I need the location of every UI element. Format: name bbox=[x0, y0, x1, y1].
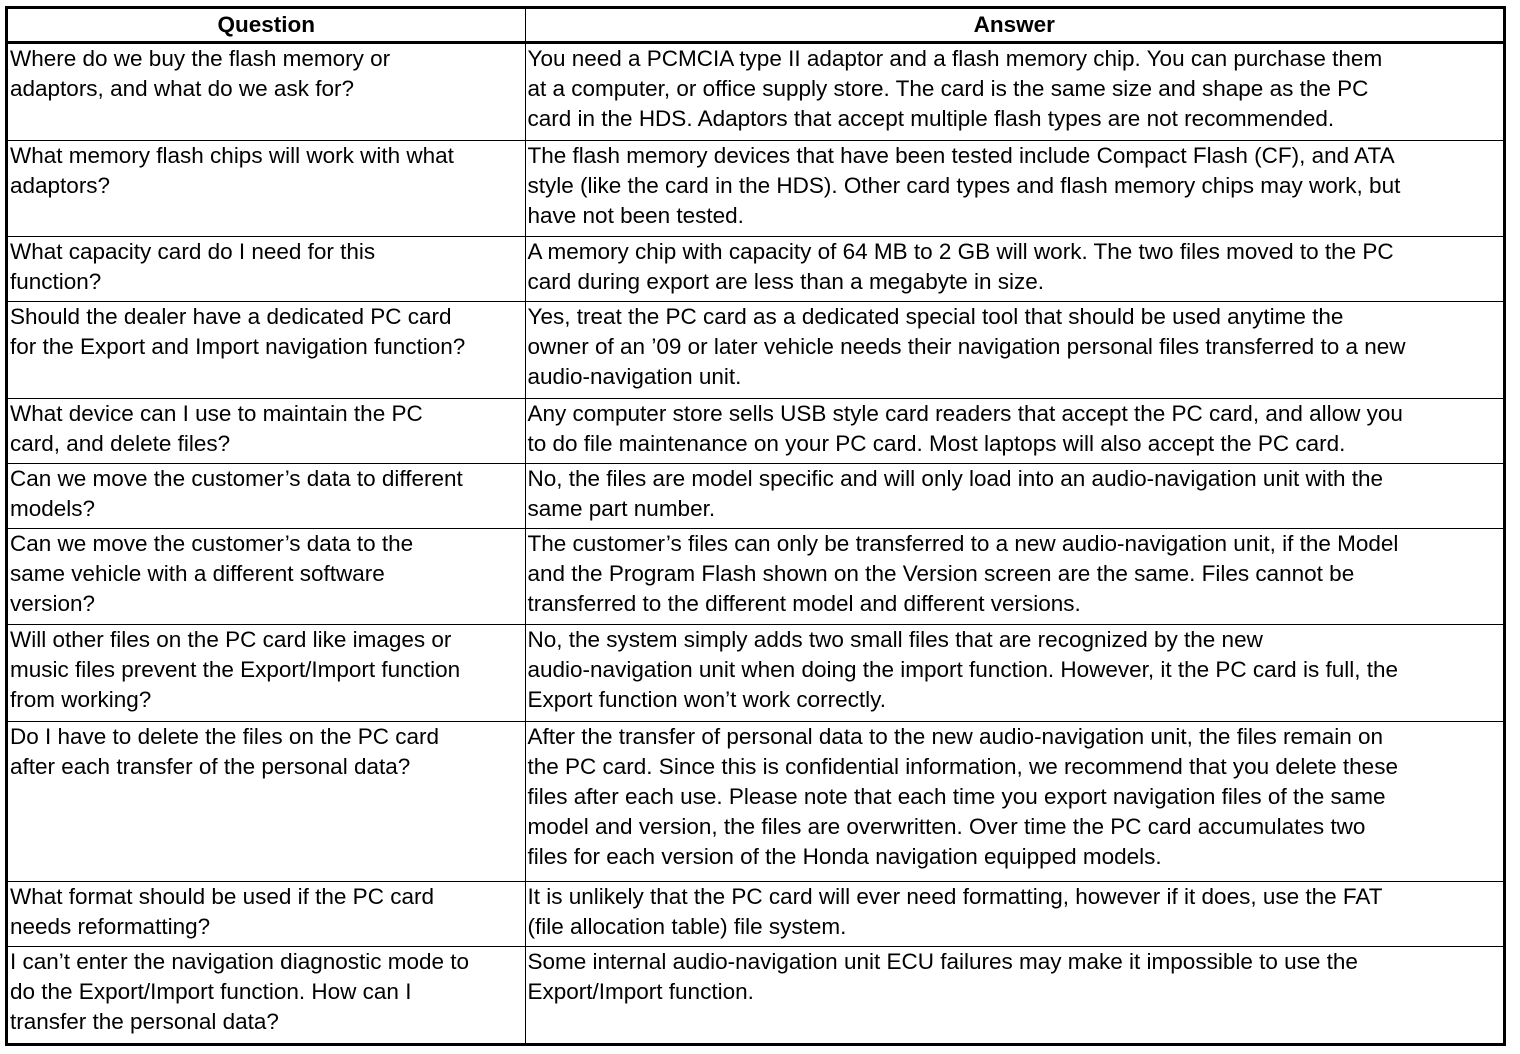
table-row bbox=[8, 721, 1503, 881]
answer-cell: You need a PCMCIA type II adaptor and a flash memory chip. You can purchase them at a computer, or office supply store. The card is the same size and shape as the PC card in the HDS. Adaptors that accept multiple flash types are not recommended. bbox=[527, 46, 1383, 131]
table-row bbox=[8, 528, 1503, 625]
question-cell: What device can I use to maintain the PC card, and delete files? bbox=[8, 398, 525, 463]
answer-cell: The flash memory devices that have been tested include Compact Flash (CF), and ATA style (like the card in the HDS). Other card types and flash memory chips may work, but have not been tested. bbox=[525, 140, 1503, 237]
question-cell: What format should be used if the PC card needs reformatting? bbox=[8, 882, 525, 947]
table-row bbox=[8, 463, 1503, 528]
answer-cell: A memory chip with capacity of 64 MB to 2 GB will work. The two files moved to the PC card during export are less than a megabyte in size. bbox=[525, 237, 1503, 302]
question-cell: Do I have to delete the files on the PC card after each transfer of the personal data? bbox=[8, 721, 525, 881]
question-cell: What memory flash chips will work with what adaptors? bbox=[8, 140, 525, 237]
question-cell: Where do we buy the flash memory or adaptors, and what do we ask for? bbox=[8, 43, 525, 141]
table-row bbox=[8, 882, 1503, 947]
question-column-header: Question bbox=[8, 9, 525, 43]
answer-cell: No, the files are model specific and will only load into an audio-navigation unit with the same part number. bbox=[525, 463, 1503, 528]
header-row bbox=[8, 9, 1503, 43]
table-row bbox=[8, 302, 1503, 399]
table-row bbox=[8, 947, 1503, 1043]
answer-cell: Yes, treat the PC card as a dedicated special tool that should be used anytime the owner of an ’09 or later vehicle needs their navigation personal files transferred to a new audio-navigation unit. bbox=[525, 302, 1503, 399]
table-row bbox=[8, 43, 1503, 141]
table-row bbox=[8, 398, 1503, 463]
question-cell: Will other files on the PC card like images or music files prevent the Export/Import function from working? bbox=[8, 625, 525, 722]
question-cell: What capacity card do I need for this function? bbox=[8, 237, 525, 302]
answer-column-header: Answer bbox=[525, 9, 1503, 43]
answer-cell: The customer’s files can only be transferred to a new audio-navigation unit, if the Model and the Program Flash shown on the Version screen are the same. Files cannot be transferred to the different model and different versions. bbox=[525, 528, 1503, 625]
faq-table bbox=[8, 9, 1503, 1043]
table-row bbox=[8, 140, 1503, 237]
answer-cell: Some internal audio-navigation unit ECU failures may make it impossible to use the Export/Import function. bbox=[525, 947, 1503, 1043]
answer-cell: After the transfer of personal data to the new audio-navigation unit, the files remain on the PC card. Since this is confidential information, we recommend that you delete these files after each use. Please note that each time you export navigation files of the same model and version, the files are overwritten. Over time the PC card accumulates two files for each version of the Honda navigation equipped models. bbox=[525, 721, 1503, 881]
table-row bbox=[8, 237, 1503, 302]
faq-table-frame bbox=[5, 6, 1506, 1046]
question-cell: Can we move the customer’s data to different models? bbox=[8, 463, 525, 528]
question-cell: Should the dealer have a dedicated PC card for the Export and Import navigation function? bbox=[8, 302, 525, 399]
answer-cell: Any computer store sells USB style card readers that accept the PC card, and allow you to do file maintenance on your PC card. Most laptops will also accept the PC card. bbox=[525, 398, 1503, 463]
table-row bbox=[8, 625, 1503, 722]
question-cell: I can’t enter the navigation diagnostic mode to do the Export/Import function. How can I transfer the personal data? bbox=[8, 947, 525, 1043]
answer-cell: It is unlikely that the PC card will ever need formatting, however if it does, use the FAT (file allocation table) file system. bbox=[525, 882, 1503, 947]
answer-cell: No, the system simply adds two small files that are recognized by the new audio-navigation unit when doing the import function. However, it the PC card is full, the Export function won’t work correctly. bbox=[525, 625, 1503, 722]
question-cell: Can we move the customer’s data to the same vehicle with a different software version? bbox=[8, 528, 525, 625]
